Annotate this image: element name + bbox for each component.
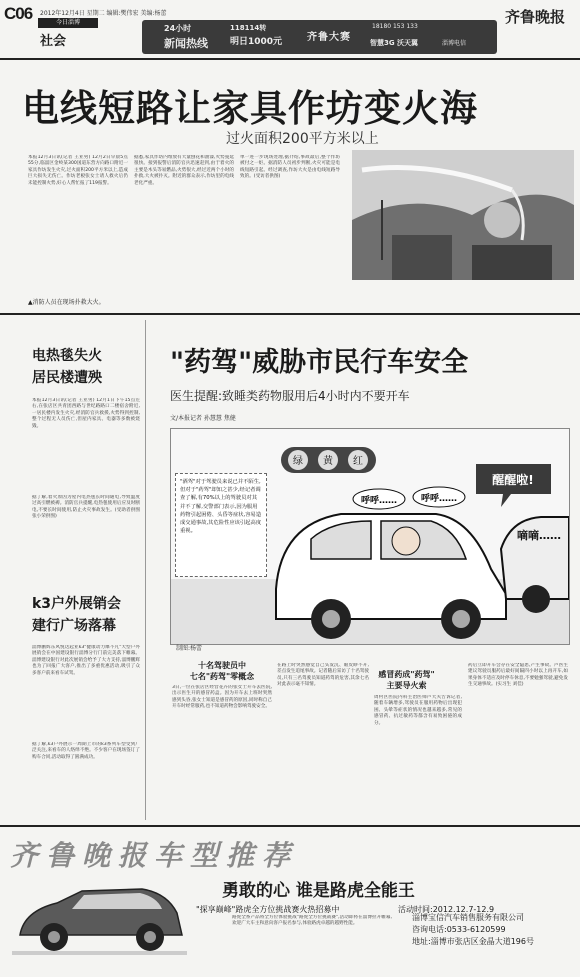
divider — [0, 313, 580, 315]
ad-telecom: 淄博电信 — [442, 40, 467, 47]
dealer-address: 地址:淄博市张店区金晶大道196号 — [412, 937, 534, 946]
suv-image — [12, 873, 187, 963]
lead-photo-caption: ▲消防人员在现场扑救大火。 — [28, 299, 105, 306]
ad-number: 118114转 — [230, 24, 267, 32]
drug-headline: "药驾"威胁市民行车安全 — [170, 347, 469, 378]
drug-subhead: 医生提醒:致睡类药物服用后4小时内不要开车 — [170, 389, 410, 403]
section-bar: 今日淄博 — [38, 18, 98, 28]
advert-text: 路虎全系产品将全方位体验挑战"路虎全方位挑战赛",活动即将在淄博拉开帷幕,欢迎广大车主和意向客户报名参与,体验路虎卓越的越野性能。 — [232, 915, 392, 927]
page-header — [0, 0, 580, 60]
lead-subhead: 过火面积200平方米以上 — [226, 131, 379, 147]
drug-quote-text: "酒驾"对于驾驶员来说已并不陌生,但对于"药驾"却知之甚少,经记者调查了解,有70%以上的驾驶员对其并不了解,交警部门表示,因为服用药物引起困倦、头昏等症状,容易造成交通事故,其危险性应该引起高度重视。 — [180, 479, 262, 535]
drug-quote-box — [175, 473, 267, 577]
dealer-phone: 咨询电话:0533-6120599 — [412, 925, 506, 934]
bubble-snore-1: 呼呼…… — [360, 496, 398, 506]
drug-column-3: 周村区医院内科主治医师卢大夫告诉记者,随着车辆增多,驾驶员在服用药物后出现犯困、头晕等症状的情况也越来越多,常见的感冒药、抗过敏药等都含有易致困倦的成分。 — [374, 695, 462, 726]
drug-byline: 文/本报记者 孙慧慧 焦健 — [170, 415, 236, 422]
lead-column-1: 本报12月3日讯(记者 王亚男) 12月2日早晨5点55分,临淄区金岭某300国道东营方向路口附近一家具作坊发生火灾,过火面积200平方米以上,造成巨大损失无伤亡。作坊老板张女士请人救火后仍未能控制火势,好心人帮忙报了119报警。 — [28, 155, 128, 186]
advert-tagline: "探享巅峰"路虎全方位挑战赛火热招募中 — [196, 905, 340, 914]
drug-subhead-1a: 十名驾驶员中 — [198, 661, 246, 670]
dealer-name: 淄博宝信汽车销售服务有限公司 — [412, 913, 524, 922]
drug-subhead-2 — [374, 669, 439, 691]
light-yellow: 黄 — [323, 456, 333, 467]
drug-subhead-2a: 感冒药成"药驾" — [378, 670, 435, 679]
advert-time: 活动时间:2012.12.7-12.9 — [398, 905, 495, 914]
fire-photo — [352, 150, 574, 280]
light-red: 红 — [353, 456, 363, 467]
ad-hotline: 新闻热线 — [164, 37, 208, 50]
side-headline-1 — [32, 345, 102, 389]
drug-column-4: 药后立即开车会存在安全隐患,产生事故。卢医生建议驾驶员服药后最好间隔四小时以上再开车,如果身体不适应及时停车休息,不要勉强驾驶,避免发生交通事故。(实习生 刘佳) — [468, 663, 568, 688]
advert-title: 齐鲁晚报车型推荐 — [10, 839, 299, 872]
header-advert — [142, 20, 497, 54]
drug-subhead-2b: 主要导火索 — [386, 681, 427, 690]
dealer-info — [412, 912, 534, 948]
lead-column-2: 据悉,家具作坊内堆放有大量刨花和油漆,火势蔓延很快。接到报警后消防官兵迅速赶到,由于着火的主要是木头等易燃品,火势很大,经过近两个小时的扑救,大火被扑灭。附近的群众表示,作坊里的电线老化严重。 — [134, 155, 234, 186]
page-number: C06 — [4, 4, 33, 23]
ad-smart: 智慧3G 沃天翼 — [370, 39, 419, 47]
side-text-4: 据了解,k3户外展示一周期上市的k3系列车型受到广泛关注,来看车的人络绎不绝。不少客户在现场签订了购车合同,活动取得了圆满成功。 — [32, 742, 140, 760]
drug-column-2: 在路上时突然感觉自己头发沉、眼皮睁不开,差点发生追尾事故。记者随后采访了十名驾驶员,只有三名驾驶员知道药驾的危害,其余七名对此表示毫不知情。 — [277, 663, 369, 688]
drug-subhead-1 — [172, 660, 272, 682]
bubble-snore-2: 呼呼…… — [420, 494, 458, 504]
side-text-3: 淄博鹏辉东风悦达起亚k3"健康动力爆不凡"大型户外展销会在中国建设银行淄博分行门前完美落下帷幕。淄博建设银行对此次展销会给予了大力支持,淄博鹏辉也为了回报广大客户,推出了多重优惠活动,吸引了众多客户前来看车试驾。 — [32, 645, 140, 676]
side-headline-1b: 居民楼遭殃 — [32, 370, 102, 386]
date-line: 2012年12月4日 星期二 编辑:樊伟宏 美编:杨蕾 — [40, 10, 167, 17]
bubble-honk: 嘀嘀…… — [517, 529, 561, 542]
side-headline-2b: 建行广场落幕 — [32, 618, 116, 634]
side-text-2: 据了解,着火原因为屋内电热毯长时间通电,导致温度过高引燃被褥。消防官兵提醒,电热毯使用后应及时断电,不要长时间使用,防止火灾事故发生。(受助者供图 张小荣供图) — [32, 495, 140, 520]
ad-24h: 24小时 — [164, 24, 192, 33]
side-headline-2a: k3户外展销会 — [32, 596, 122, 612]
masthead-logo: 齐鲁晚报 — [505, 8, 566, 26]
ad-prize: 明日1000元 — [230, 37, 283, 47]
lead-headline: 电线短路让家具作坊变火海 — [22, 87, 478, 130]
drug-column-1: 3日,一位在张店区经营花卉的张女士开车去医院,出示医生开的感冒药盒。因为开车去上班时突然感到头昏,张女士知道是感冒药的原因,同时称自己开车时经常服药,也不知道药物会影响驾驶安全。 — [172, 685, 272, 710]
bubble-wake-up: 醒醒啦! — [492, 473, 534, 487]
ad-phones: 18180 153 133 — [372, 23, 418, 30]
drug-subhead-1b: 七名"药驾"零概念 — [189, 672, 255, 681]
side-text-1: 本报12月3日讯(记者 王亚男) 12月1日下午15点左右,在张店区共青团西路与世纪路路口二楼宿舍附近,一居民楼内发生火灾,经消防官兵救援,火势得到控制,整个过程无人员伤亡,但屋内家具、电器等多数被烧毁。 — [32, 398, 140, 429]
light-green: 绿 — [293, 456, 303, 467]
cartoon-credit: 制图:杨蕾 — [176, 645, 203, 652]
column-divider — [145, 320, 146, 820]
advert-headline: 勇敢的心 谁是路虎全能王 — [222, 881, 415, 901]
lead-column-3: 单一进一步现场处理,据介绍,事故最后,整个作坊被付之一炬。据消防人员初步判断,火灾可能是电线短路引起。经过调查,作坊大火是由电线短路导致的。(受访者供图) — [240, 155, 340, 180]
side-headline-2 — [32, 593, 121, 637]
section-title: 社会 — [40, 34, 67, 49]
side-headline-1a: 电热毯失火 — [32, 348, 102, 364]
ad-contest: 齐鲁大赛 — [307, 32, 351, 43]
